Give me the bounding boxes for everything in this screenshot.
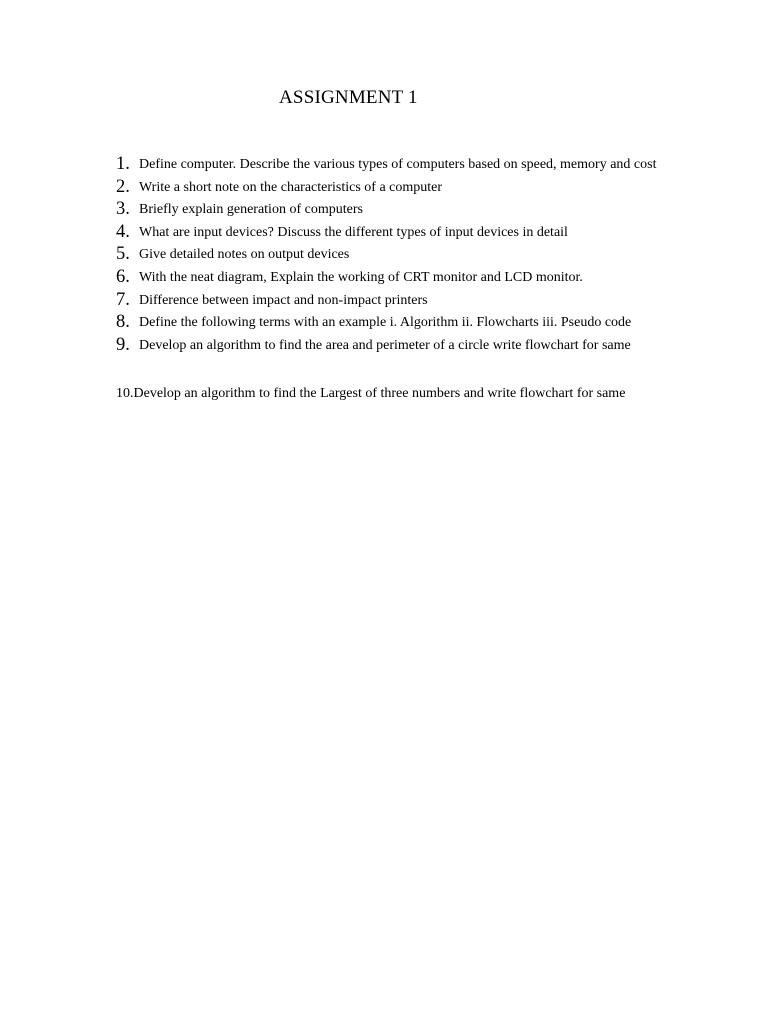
question-item [116, 334, 696, 355]
question-text: Difference between impact and non-impact printers [139, 292, 428, 308]
question-number: 1. [116, 154, 130, 174]
question-number: 5. [116, 244, 130, 265]
question-number: 9. [116, 334, 130, 355]
question-text: Write a short note on the characteristics of a computer [139, 179, 443, 195]
question-number: 6. [116, 266, 130, 287]
question-text: Briefly explain generation of computers [139, 202, 363, 218]
question-item [116, 201, 696, 219]
question-text: What are input devices? Discuss the different types of input devices in detail [139, 224, 568, 240]
question-text: Define the following terms with an example i. Algorithm ii. Flowcharts iii. Pseudo code [139, 315, 632, 331]
question-text: Define computer. Describe the various types of computers based on speed, memory and cost [139, 157, 657, 172]
question-number: 4. [116, 221, 130, 242]
question-item-10: 10.Develop an algorithm to find the Largest of three numbers and write flowchart for same [116, 386, 626, 401]
question-text: With the neat diagram, Explain the working of CRT monitor and LCD monitor. [139, 269, 583, 285]
assignment-title: ASSIGNMENT 1 [279, 87, 418, 108]
question-number: 3. [116, 199, 130, 220]
question-number: 7. [116, 289, 130, 310]
question-number: 8. [116, 312, 130, 333]
question-item [116, 156, 696, 174]
question-item [116, 266, 696, 287]
question-item [116, 289, 696, 310]
question-number: 2. [116, 176, 130, 197]
question-list [116, 156, 696, 359]
question-text: Give detailed notes on output devices [139, 247, 350, 263]
question-item [116, 176, 696, 197]
question-item [116, 314, 696, 332]
question-text: Develop an algorithm to find the area and perimeter of a circle write flowchart for same [139, 337, 631, 353]
question-item [116, 221, 696, 242]
question-item [116, 246, 696, 264]
